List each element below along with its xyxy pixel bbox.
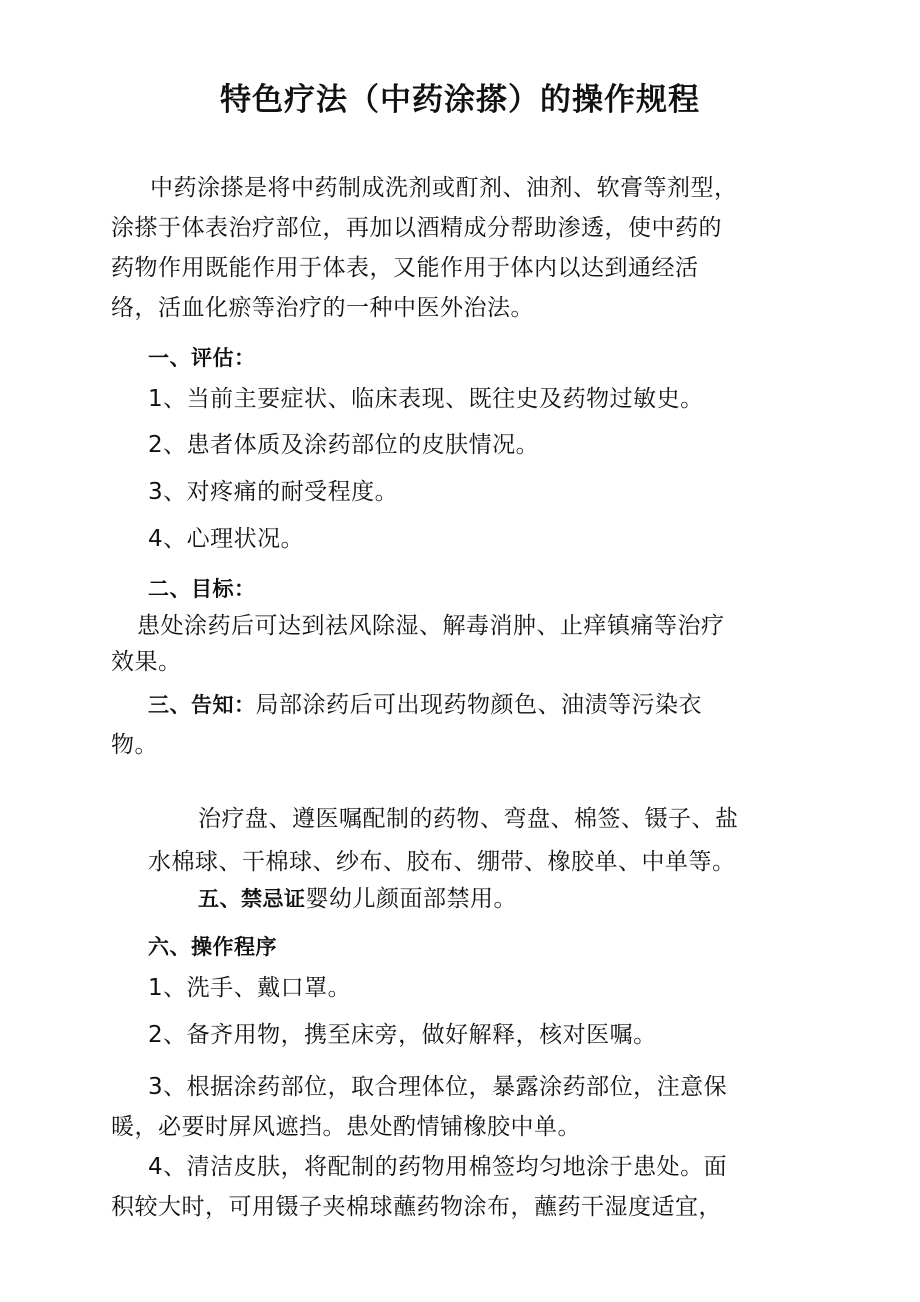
section-1-item-4: 4、心理状况。 [148, 526, 305, 552]
section-1-item-1: 1、当前主要症状、临床表现、既往史及药物过敏史。 [148, 386, 704, 412]
section-4-text-1: 治疗盘、遵医嘱配制的药物、弯盘、棉签、镊子、盐 [198, 806, 739, 832]
section-3-line-1 [148, 689, 702, 721]
section-2-text-2: 效果。 [111, 649, 182, 675]
section-3-text-1: 局部涂药后可出现药物颜色、油渍等污染衣 [255, 692, 702, 718]
section-4-text-2: 水棉球、干棉球、纱布、胶布、绷带、橡胶单、中单等。 [148, 849, 736, 875]
intro-line-4: 络，活血化瘀等治疗的一种中医外治法。 [111, 295, 534, 321]
section-2-text-1: 患处涂药后可达到祛风除湿、解毒消肿、止痒镇痛等治疗 [137, 613, 725, 639]
section-6-line-4: 暖，必要时屏风遮挡。患处酌情铺橡胶中单。 [111, 1114, 581, 1140]
section-6-line-6: 积较大时，可用镊子夹棉球蘸药物涂布，蘸药干湿度适宜， [111, 1194, 722, 1220]
section-2-heading: 二、目标： [148, 577, 256, 601]
section-1-heading: 一、评估： [148, 346, 256, 370]
section-3-heading: 三、告知： [148, 693, 256, 717]
section-6-line-1: 1、洗手、戴口罩。 [148, 975, 352, 1001]
intro-line-3: 药物作用既能作用于体表，又能作用于体内以达到通经活 [111, 255, 699, 281]
section-5-text: 婴幼儿颜面部禁用。 [305, 886, 517, 912]
intro-line-2: 涂搽于体表治疗部位，再加以酒精成分帮助渗透，使中药的 [111, 215, 722, 241]
intro-line-1: 中药涂搽是将中药制成洗剂或酊剂、油剂、软膏等剂型， [150, 175, 738, 201]
section-1-item-3: 3、对疼痛的耐受程度。 [148, 479, 399, 505]
section-5-heading: 五、禁忌证 [198, 887, 306, 911]
section-6-line-5: 4、清洁皮肤，将配制的药物用棉签均匀地涂于患处。面 [148, 1154, 728, 1180]
page-title: 特色疗法（中药涂搽）的操作规程 [220, 82, 700, 118]
section-6-heading: 六、操作程序 [148, 935, 277, 959]
section-6-line-2: 2、备齐用物，携至床旁，做好解释，核对医嘱。 [148, 1022, 657, 1048]
section-1-item-2: 2、患者体质及涂药部位的皮肤情况。 [148, 432, 540, 458]
section-3-text-2: 物。 [111, 732, 158, 758]
section-5-line [198, 883, 517, 915]
section-6-line-3: 3、根据涂药部位，取合理体位，暴露涂药部位，注意保 [148, 1074, 728, 1100]
